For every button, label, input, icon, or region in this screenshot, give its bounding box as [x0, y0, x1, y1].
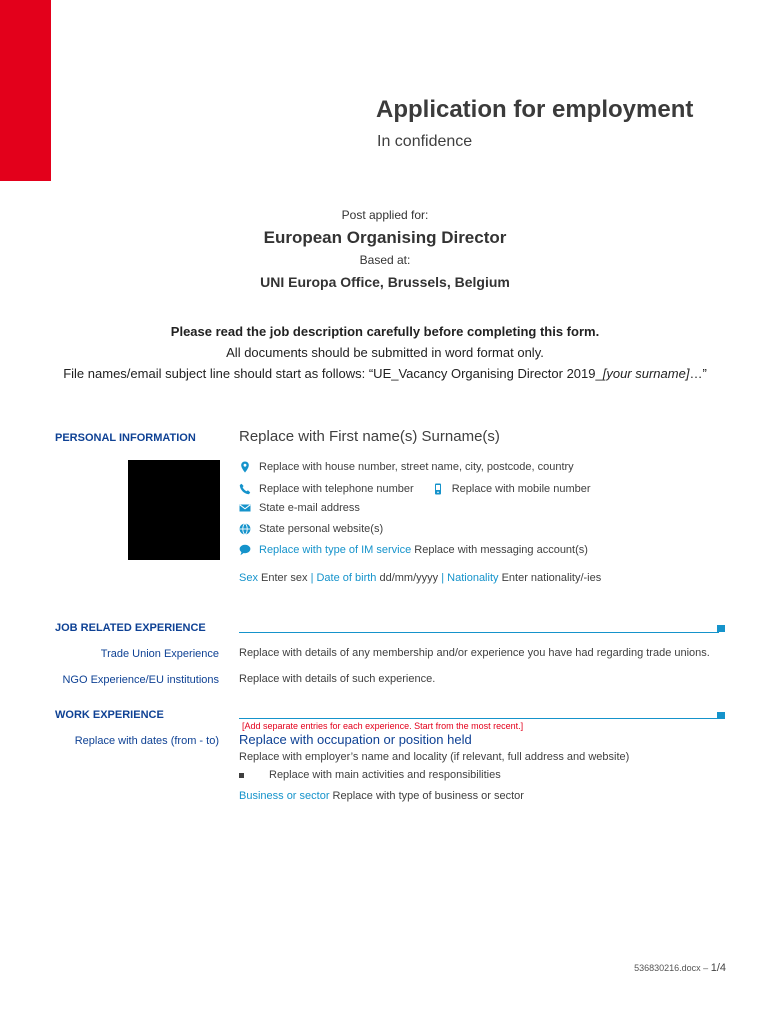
page-footer [634, 962, 726, 974]
sex-label: Sex [239, 572, 258, 584]
personal-details-row [239, 572, 601, 584]
nationality-label: Nationality [447, 572, 499, 584]
occupation-title[interactable]: Replace with occupation or position held [239, 732, 472, 747]
footer-page-number: 1/4 [710, 962, 726, 974]
location-icon [239, 461, 251, 473]
footer-filename: 536830216.docx – [634, 963, 709, 973]
ngo-value[interactable]: Replace with details of such experience. [239, 673, 436, 685]
section-divider [239, 718, 719, 719]
im-type-text[interactable]: Replace with type of IM service [259, 544, 412, 556]
instruction-word-format: All documents should be submitted in word format only. [226, 345, 544, 360]
section-heading-personal: PERSONAL INFORMATION [55, 432, 196, 444]
section-heading-job-related: JOB RELATED EXPERIENCE [55, 622, 206, 634]
nationality-value[interactable]: Enter nationality/-ies [501, 572, 602, 584]
activities-text[interactable]: Replace with main activities and responsibilities [269, 769, 501, 781]
work-dates-label[interactable]: Replace with dates (from - to) [74, 735, 219, 747]
page-title: Application for employment [376, 96, 694, 123]
instruction-file-names [0, 366, 770, 381]
based-at-location: UNI Europa Office, Brussels, Belgium [260, 274, 510, 290]
activities-bullet [239, 769, 501, 781]
address-text[interactable]: Replace with house number, street name, city, postcode, country [259, 461, 574, 473]
section-divider-end [717, 625, 725, 632]
dob-label: Date of birth [316, 572, 377, 584]
sector-row [239, 790, 524, 802]
im-row [239, 542, 588, 558]
work-experience-note: [Add separate entries for each experience. Start from the most recent.] [242, 721, 524, 731]
im-account-text[interactable]: Replace with messaging account(s) [414, 544, 588, 556]
post-applied-name: European Organising Director [263, 228, 507, 247]
website-icon [239, 523, 251, 535]
sex-value[interactable]: Enter sex [261, 572, 308, 584]
address-row [239, 459, 574, 475]
instruction-file-names-end: …” [689, 366, 707, 381]
instruction-read-description: Please read the job description carefully before completing this form. [170, 324, 600, 339]
post-applied-label: Post applied for: [341, 208, 429, 222]
telephone-text[interactable]: Replace with telephone number [259, 483, 414, 495]
website-text[interactable]: State personal website(s) [259, 523, 384, 535]
separator: | [310, 572, 314, 584]
email-row [239, 500, 360, 516]
sector-value[interactable]: Replace with type of business or sector [332, 790, 524, 802]
ngo-label: NGO Experience/EU institutions [62, 674, 219, 686]
mobile-icon [432, 483, 444, 495]
email-text[interactable]: State e-mail address [259, 502, 360, 514]
separator: | [441, 572, 445, 584]
based-at-label: Based at: [359, 253, 411, 267]
section-divider-end [717, 712, 725, 719]
brand-red-bar [0, 0, 51, 181]
mobile-text[interactable]: Replace with mobile number [451, 483, 591, 495]
page-subtitle: In confidence [377, 133, 473, 150]
photo-placeholder[interactable] [128, 460, 220, 560]
applicant-name[interactable]: Replace with First name(s) Surname(s) [239, 428, 500, 445]
trade-union-label: Trade Union Experience [100, 648, 219, 660]
dob-value[interactable]: dd/mm/yyyy [379, 572, 439, 584]
instruction-surname-placeholder: [your surname] [602, 366, 690, 381]
trade-union-value[interactable]: Replace with details of any membership and/or experience you have had regarding trade unions. [239, 647, 710, 659]
instruction-file-names-start: File names/email subject line should start as follows: “UE_Vacancy Organising Director 2019_ [63, 366, 603, 381]
section-heading-work: WORK EXPERIENCE [55, 709, 164, 721]
telephone-row [239, 481, 591, 497]
website-row [239, 521, 383, 537]
email-icon [239, 502, 251, 514]
section-divider [239, 632, 719, 633]
employer-text[interactable]: Replace with employer’s name and locality (if relevant, full address and website) [239, 751, 630, 763]
chat-icon [239, 544, 251, 556]
phone-icon [239, 483, 251, 495]
bullet-square [239, 773, 244, 778]
sector-label: Business or sector [239, 790, 330, 802]
